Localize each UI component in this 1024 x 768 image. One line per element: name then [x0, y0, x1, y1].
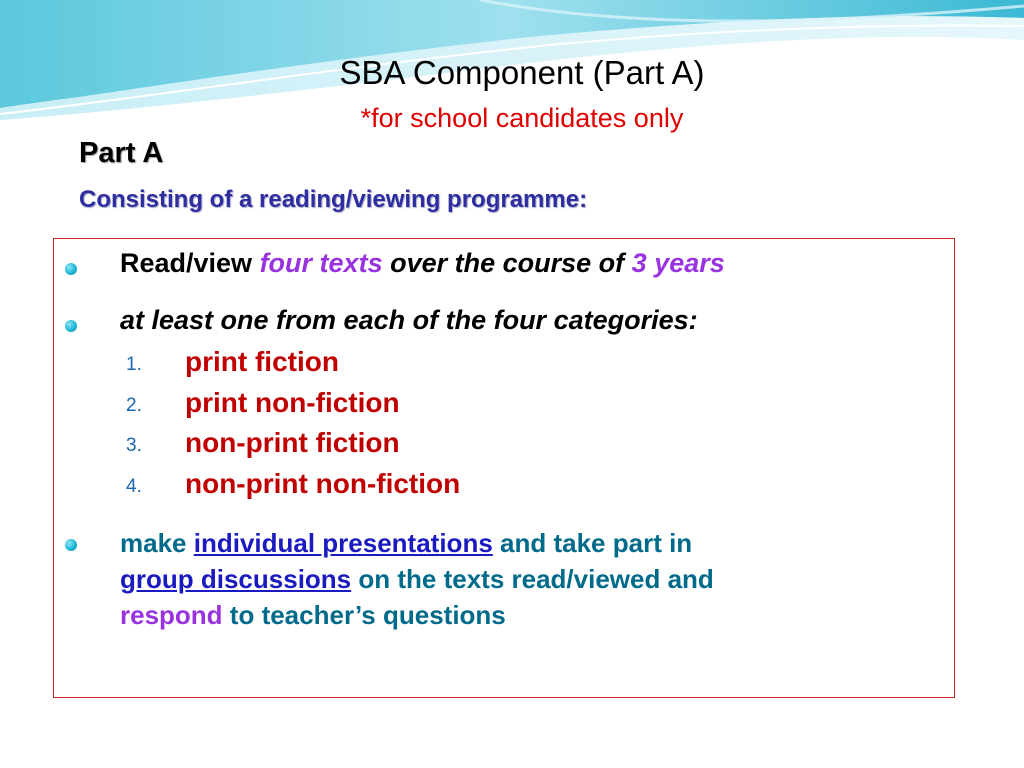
category-item [126, 344, 626, 384]
part-heading: Part A [79, 137, 164, 169]
category-label: print non-fiction [185, 387, 400, 418]
category-label: non-print fiction [185, 427, 400, 458]
bullet-text-part4: to teacher’s questions [222, 600, 506, 630]
category-label: non-print non-fiction [185, 468, 461, 499]
category-number: 4. [126, 476, 142, 497]
bullet-text-prefix: Read/view [120, 248, 260, 278]
bullet-icon [65, 320, 77, 332]
category-item [126, 385, 626, 425]
category-number: 3. [126, 435, 142, 456]
bullet-text-part2: and take part in [492, 528, 693, 558]
bullet-text [120, 525, 940, 633]
emphasis-respond: respond [120, 600, 223, 630]
group-discussions-link[interactable]: group discussions [120, 564, 352, 594]
bullet-text-part3: on the texts read/viewed and [351, 564, 714, 594]
slide-title: SBA Component (Part A) [339, 54, 705, 91]
bullet-text-part1: make [120, 528, 194, 558]
emphasis-3-years: 3 years [631, 248, 725, 278]
category-number: 2. [126, 395, 142, 416]
emphasis-four-texts: four texts [259, 248, 383, 278]
category-label: print fiction [185, 346, 339, 377]
bullet-text [120, 245, 725, 281]
bullet-text: at least one from each of the four categories: [120, 305, 698, 335]
slide-subtitle: *for school candidates only [360, 103, 684, 133]
individual-presentations-link[interactable]: individual presentations [193, 528, 493, 558]
bullet-text-middle: over the course of [382, 248, 632, 278]
part-description: Consisting of a reading/viewing programme: [79, 186, 588, 213]
bullet-icon [65, 263, 77, 275]
content-box [53, 238, 955, 698]
category-item [126, 466, 626, 506]
category-item [126, 425, 626, 465]
bullet-icon [65, 539, 77, 551]
category-number: 1. [126, 354, 142, 375]
